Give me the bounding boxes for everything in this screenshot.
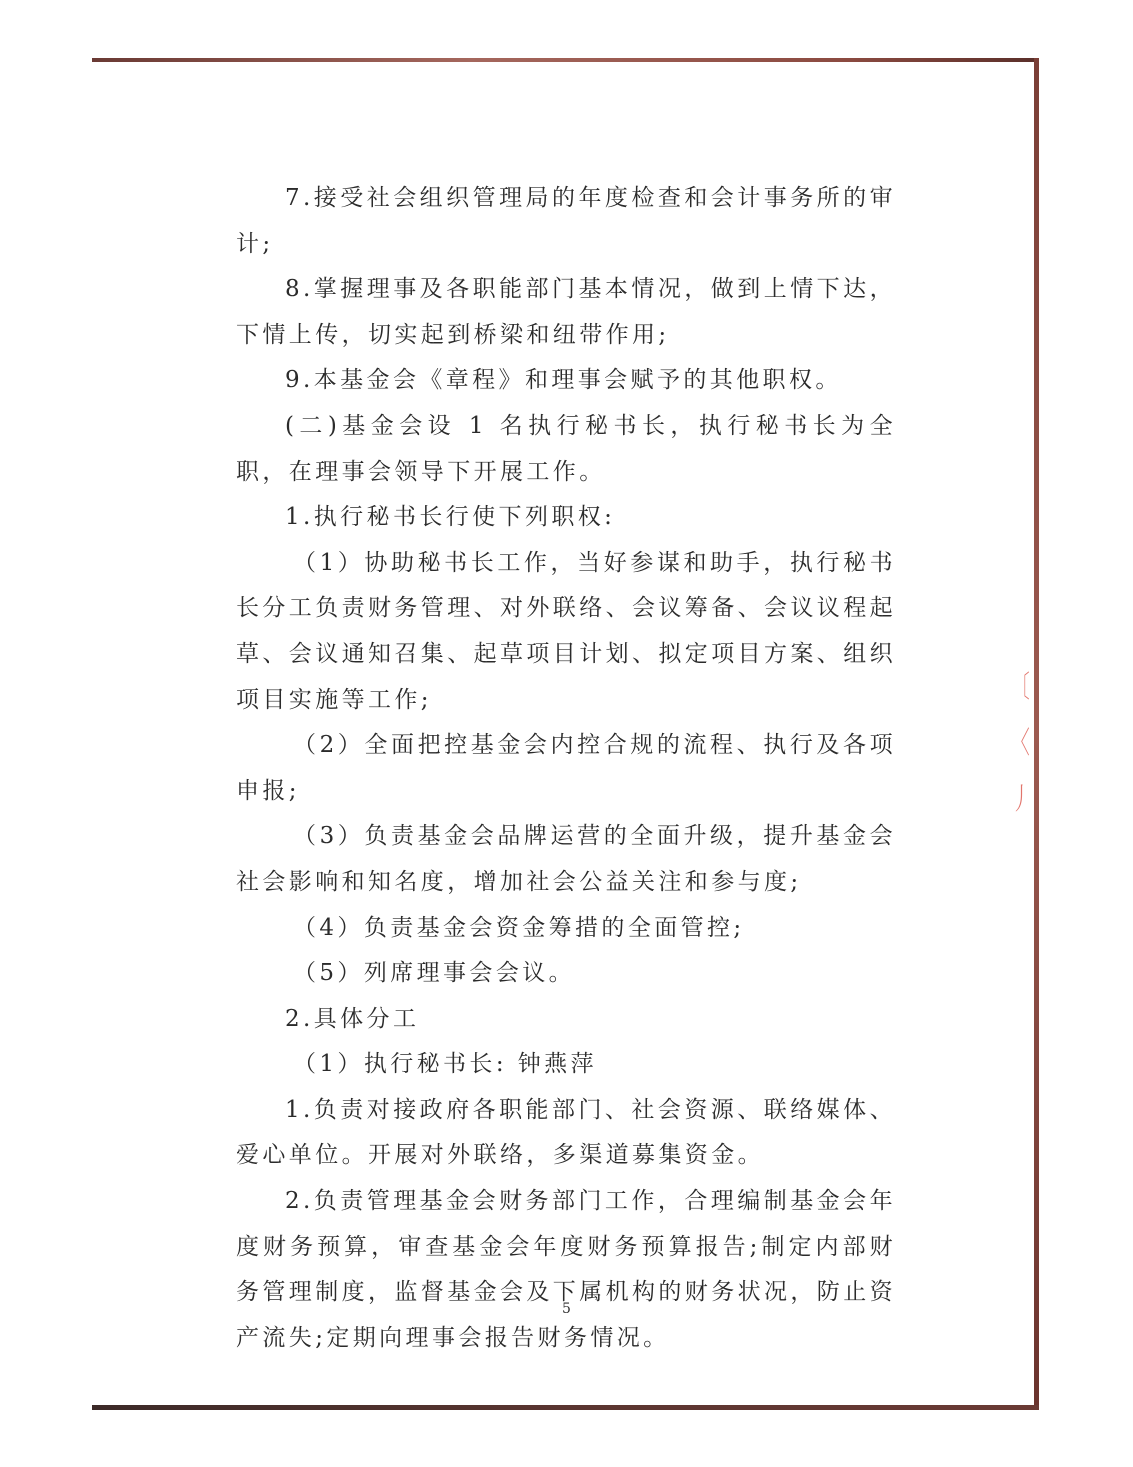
- paragraph: 2.负责管理基金会财务部门工作，合理编制基金会年度财务预算，审查基金会年度财务预算报告;制定内部财务管理制度，监督基金会及下属机构的财务状况，防止资产流失;定期向理事会报告财务情况。: [236, 1188, 896, 1351]
- paragraph: 7.接受社会组织管理局的年度检查和会计事务所的审计;: [236, 185, 896, 257]
- document-body: [236, 176, 896, 1361]
- paragraph: (二)基金会设 1 名执行秘书长，执行秘书长为全职，在理事会领导下开展工作。: [236, 412, 896, 485]
- paragraph: 1.执行秘书长行使下列职权:: [285, 504, 616, 531]
- scan-edge-bottom: [92, 1405, 1039, 1410]
- scan-edge-right: [1034, 58, 1039, 1410]
- paragraph: （1）执行秘书长: 钟燕萍: [293, 1051, 597, 1078]
- paragraph: （4）负责基金会资金筹措的全面管控;: [293, 914, 745, 941]
- paragraph: （5）列席理事会会议。: [293, 960, 576, 987]
- scan-edge-top: [92, 58, 1038, 62]
- paragraph: 9.本基金会《章程》和理事会赋予的其他职权。: [285, 367, 842, 394]
- paragraph: 2.具体分工: [285, 1005, 420, 1032]
- seal-stamp-fragment: 〔 〈 丿: [1011, 670, 1030, 817]
- paragraph: （2）全面把控基金会内控合规的流程、执行及各项申报;: [236, 732, 896, 804]
- paragraph: （1）协助秘书长工作，当好参谋和助手，执行秘书长分工负责财务管理、对外联络、会议筹备、会议议程起草、会议通知召集、起草项目计划、拟定项目方案、组织项目实施等工作;: [236, 549, 896, 713]
- paragraph: 1.负责对接政府各职能部门、社会资源、联络媒体、爱心单位。开展对外联络，多渠道募集资金。: [236, 1096, 896, 1169]
- paragraph: （3）负责基金会品牌运营的全面升级，提升基金会社会影响和知名度，增加社会公益关注和参与度;: [236, 823, 896, 895]
- page-number: 5: [562, 1301, 571, 1317]
- paragraph: 8.掌握理事及各职能部门基本情况，做到上情下达，下情上传，切实起到桥梁和纽带作用;: [236, 276, 896, 348]
